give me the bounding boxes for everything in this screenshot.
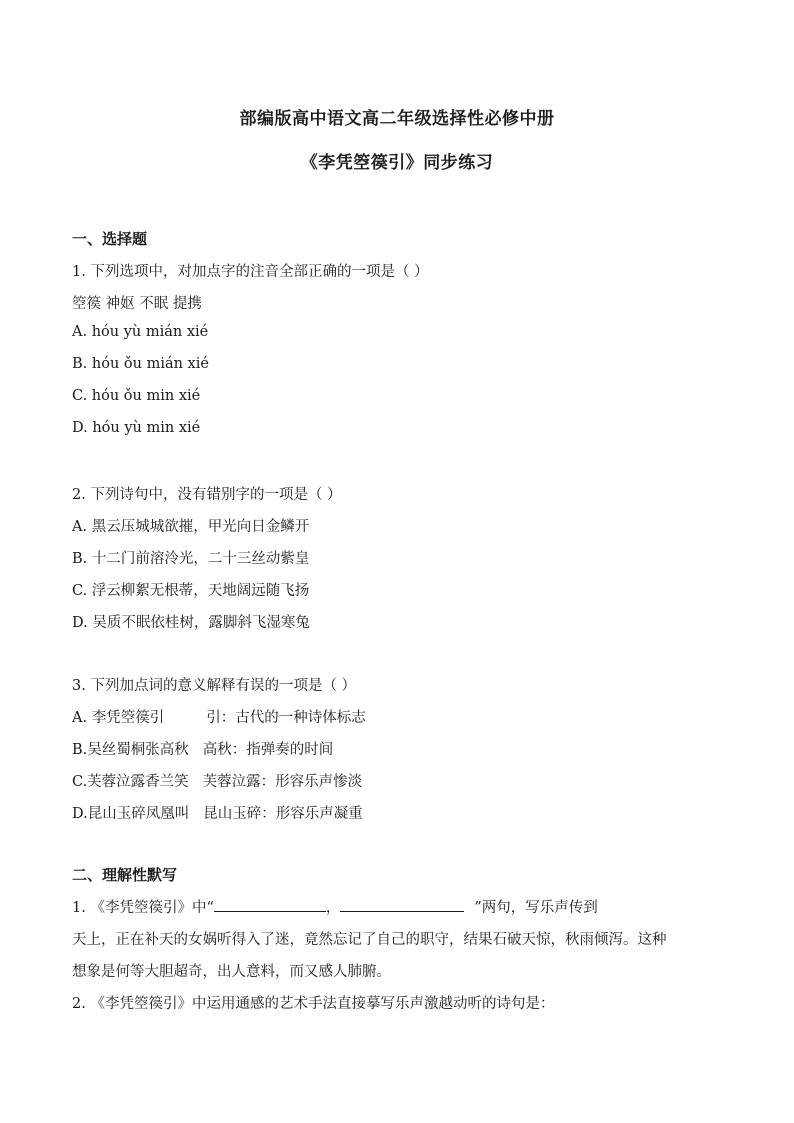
- option-text: C.芙蓉泣露香兰笑: [72, 774, 189, 790]
- question-2-option-b: B. 十二门前溶泠光，二十三丝动紫皇: [72, 551, 310, 567]
- section-heading-choice: 一、选择题: [72, 230, 148, 248]
- document-subtitle: 《李凭箜篌引》同步练习: [300, 153, 494, 173]
- answer-blank-2[interactable]: [340, 896, 464, 912]
- question-1-option-a: A. hóu yù mián xié: [72, 324, 209, 340]
- dictation-1-prefix: 1. 《李凭箜篌引》中“: [72, 900, 214, 916]
- question-1-stem: 1. 下列选项中，对加点字的注音全部正确的一项是（ ）: [72, 264, 429, 280]
- question-2-stem: 2. 下列诗句中，没有错别字的一项是（ ）: [72, 487, 342, 503]
- option-explanation: 芙蓉泣露：形容乐声惨淡: [202, 774, 363, 790]
- dictation-1-continuation-1: 天上，正在补天的女娲听得入了迷，竟然忘记了自己的职守，结果石破天惊，秋雨倾泻。这种: [72, 932, 667, 948]
- option-explanation: 引：古代的一种诗体标志: [206, 710, 366, 726]
- question-2-option-d: D. 吴质不眠依桂树，露脚斜飞湿寒兔: [72, 615, 310, 631]
- document-title: 部编版高中语文高二年级选择性必修中册: [239, 109, 555, 129]
- option-text: A. 李凭箜篌引: [72, 710, 165, 726]
- question-1-option-b: B. hóu ǒu mián xié: [72, 356, 209, 372]
- question-3-option-d: [72, 802, 363, 823]
- option-text: B.吴丝蜀桐张高秋: [72, 742, 189, 758]
- question-2-option-c: C. 浮云柳絮无根蒂，天地阔远随飞扬: [72, 583, 310, 599]
- dictation-1-comma: ，: [325, 900, 341, 916]
- dictation-2-line: 2. 《李凭箜篌引》中运用通感的艺术手法直接摹写乐声激越动听的诗句是：: [72, 996, 555, 1012]
- question-3-option-b: [72, 738, 333, 759]
- option-explanation: 昆山玉碎：形容乐声凝重: [203, 806, 363, 822]
- question-1-option-d: D. hóu yù min xié: [72, 420, 201, 436]
- answer-blank-1[interactable]: [214, 896, 326, 912]
- question-3-stem: 3. 下列加点词的意义解释有误的一项是（ ）: [72, 678, 357, 694]
- question-3-option-a: [72, 706, 366, 727]
- option-text: D.昆山玉碎凤凰叫: [72, 806, 190, 822]
- option-explanation: 高秋：指弹奏的时间: [202, 742, 334, 758]
- dictation-1-suffix: ”两句，写乐声传到: [474, 900, 598, 916]
- question-2-option-a: A. 黑云压城城欲摧，甲光向日金鳞开: [72, 519, 310, 535]
- question-1-option-c: C. hóu ǒu min xié: [72, 388, 201, 404]
- dictation-1-line: [72, 896, 598, 917]
- question-1-words: 箜篌 神妪 不眠 提携: [72, 296, 202, 312]
- dictation-1-continuation-2: 想象是何等大胆超奇，出人意料，而又感人肺腑。: [72, 964, 391, 980]
- section-heading-dictation: 二、理解性默写: [72, 866, 178, 884]
- question-3-option-c: [72, 770, 362, 791]
